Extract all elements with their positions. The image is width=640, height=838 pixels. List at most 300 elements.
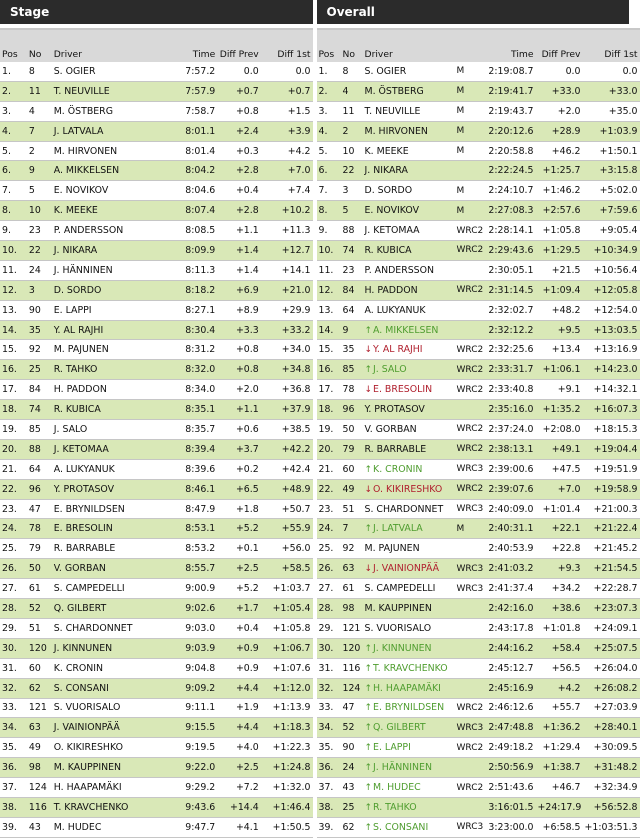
stage-time: 8:01.1 — [168, 121, 218, 141]
overall-driver-cell — [363, 479, 455, 499]
overall-pos: 13. — [317, 300, 341, 320]
stage-diff-prev: +5.2 — [217, 579, 260, 599]
overall-driver: M. HUDEC — [373, 782, 421, 793]
overall-diff-1st: +18:15.3 — [583, 420, 640, 440]
overall-row — [317, 141, 640, 161]
stage-no: 7 — [27, 121, 52, 141]
overall-class — [455, 260, 484, 280]
overall-driver: E. BRESOLIN — [373, 384, 433, 396]
stage-diff-prev: +0.6 — [217, 420, 260, 440]
overall-time: 2:24:10.7 — [484, 181, 536, 201]
overall-pos: 34. — [317, 718, 341, 738]
stage-time: 7:57.2 — [168, 62, 218, 81]
overall-driver: Y. PROTASOV — [364, 404, 425, 416]
overall-class: M — [455, 81, 484, 101]
stage-no: 43 — [27, 817, 52, 837]
overall-time: 2:27:08.3 — [484, 201, 536, 221]
overall-diff-1st: +30:09.5 — [583, 738, 640, 758]
overall-no: 47 — [341, 698, 363, 718]
stage-diff-prev: +2.5 — [217, 758, 260, 778]
stage-no: 61 — [27, 579, 52, 599]
overall-driver: E. NOVIKOV — [364, 205, 420, 217]
overall-diff-prev: +2.0 — [536, 101, 583, 121]
overall-diff-1st: +5:02.0 — [583, 181, 640, 201]
stage-pos: 4. — [0, 121, 27, 141]
stage-diff-1st: +1:46.4 — [261, 797, 313, 817]
overall-pos: 17. — [317, 380, 341, 400]
overall-class: WRC2 — [455, 280, 484, 300]
overall-time: 2:45:16.9 — [484, 678, 536, 698]
stage-driver: J. HÄNNINEN — [52, 260, 168, 280]
stage-driver: V. GORBAN — [52, 559, 168, 579]
overall-diff-prev: +1:46.2 — [536, 181, 583, 201]
stage-pos: 12. — [0, 280, 27, 300]
stage-diff-1st: +42.2 — [261, 439, 313, 459]
overall-pos: 23. — [317, 499, 341, 519]
overall-diff-1st: +32:34.9 — [583, 778, 640, 798]
overall-diff-prev: +21.5 — [536, 260, 583, 280]
stage-diff-prev: +0.7 — [217, 81, 260, 101]
overall-diff-prev: +2:57.6 — [536, 201, 583, 221]
stage-diff-prev: +0.1 — [217, 539, 260, 559]
overall-row — [317, 439, 640, 459]
stage-pos: 32. — [0, 678, 27, 698]
overall-pos: 36. — [317, 758, 341, 778]
stage-diff-1st: +0.7 — [261, 81, 313, 101]
overall-diff-1st: +19:04.4 — [583, 439, 640, 459]
stage-diff-prev: +2.5 — [217, 559, 260, 579]
overall-diff-prev: +9.1 — [536, 380, 583, 400]
overall-time: 2:30:05.1 — [484, 260, 536, 280]
overall-row — [317, 698, 640, 718]
stage-pos: 7. — [0, 181, 27, 201]
overall-pos: 4. — [317, 121, 341, 141]
overall-driver: S. CAMPEDELLI — [364, 583, 436, 595]
stage-driver: S. OGIER — [52, 62, 168, 81]
overall-time: 2:41:03.2 — [484, 559, 536, 579]
stage-row — [0, 320, 313, 340]
overall-pos: 35. — [317, 738, 341, 758]
stage-diff-1st: +1:22.3 — [261, 738, 313, 758]
overall-time: 2:20:12.6 — [484, 121, 536, 141]
stage-diff-prev: +1.7 — [217, 599, 260, 619]
overall-diff-prev: +1:29.4 — [536, 738, 583, 758]
overall-time: 2:19:41.7 — [484, 81, 536, 101]
arrow-down-icon: ↓ — [364, 345, 373, 356]
overall-time: 2:39:07.6 — [484, 479, 536, 499]
stage-diff-1st: 0.0 — [261, 62, 313, 81]
overall-class: WRC2 — [455, 439, 484, 459]
stage-driver: Y. PROTASOV — [52, 479, 168, 499]
overall-diff-1st: +14:32.1 — [583, 380, 640, 400]
stage-pos: 25. — [0, 539, 27, 559]
overall-driver-cell — [363, 499, 455, 519]
stage-row — [0, 758, 313, 778]
stage-diff-1st: +21.0 — [261, 280, 313, 300]
stage-no: 98 — [27, 758, 52, 778]
overall-diff-1st: +13:03.5 — [583, 320, 640, 340]
stage-diff-prev: +7.2 — [217, 778, 260, 798]
stage-diff-1st: +1:18.3 — [261, 718, 313, 738]
overall-row — [317, 241, 640, 261]
stage-pos: 33. — [0, 698, 27, 718]
overall-diff-prev: +1:38.7 — [536, 758, 583, 778]
stage-row — [0, 62, 313, 81]
overall-time: 2:32:25.6 — [484, 340, 536, 360]
overall-pos: 24. — [317, 519, 341, 539]
stage-diff-prev: +6.9 — [217, 280, 260, 300]
stage-no: 60 — [27, 658, 52, 678]
overall-class — [455, 599, 484, 619]
stage-diff-1st: +38.5 — [261, 420, 313, 440]
stage-col-no: No — [27, 29, 52, 62]
overall-diff-prev: +56.5 — [536, 658, 583, 678]
overall-no: 90 — [341, 738, 363, 758]
stage-diff-1st: +1:06.7 — [261, 638, 313, 658]
overall-driver-cell — [363, 81, 455, 101]
overall-driver-cell — [363, 778, 455, 798]
stage-pos: 16. — [0, 360, 27, 380]
stage-row — [0, 420, 313, 440]
overall-diff-prev: +34.2 — [536, 579, 583, 599]
overall-driver: J. HÄNNINEN — [373, 762, 432, 774]
overall-driver-cell — [363, 678, 455, 698]
overall-driver-cell — [363, 201, 455, 221]
stage-time: 9:15.5 — [168, 718, 218, 738]
overall-row — [317, 758, 640, 778]
overall-pos: 21. — [317, 459, 341, 479]
stage-driver: J. NIKARA — [52, 241, 168, 261]
arrow-up-icon: ↑ — [364, 643, 373, 654]
overall-driver: Y. AL RAJHI — [373, 344, 423, 356]
stage-diff-prev: +4.4 — [217, 718, 260, 738]
stage-driver: Q. GILBERT — [52, 599, 168, 619]
overall-driver: D. SORDO — [364, 185, 413, 197]
stage-driver: M. PAJUNEN — [52, 340, 168, 360]
stage-diff-1st: +48.9 — [261, 479, 313, 499]
overall-time: 2:19:43.7 — [484, 101, 536, 121]
overall-diff-prev: +1:29.5 — [536, 241, 583, 261]
overall-no: 2 — [341, 121, 363, 141]
overall-no: 51 — [341, 499, 363, 519]
stage-diff-prev: +0.9 — [217, 658, 260, 678]
overall-time: 2:49:18.2 — [484, 738, 536, 758]
overall-row — [317, 817, 640, 837]
stage-no: 62 — [27, 678, 52, 698]
overall-pos: 37. — [317, 778, 341, 798]
overall-diff-prev: +1:05.8 — [536, 221, 583, 241]
overall-diff-1st: +1:03.9 — [583, 121, 640, 141]
stage-no: 50 — [27, 559, 52, 579]
overall-diff-1st: +10:56.4 — [583, 260, 640, 280]
stage-diff-prev: +1.4 — [217, 241, 260, 261]
overall-class: WRC2 — [455, 221, 484, 241]
overall-class: WRC2 — [455, 738, 484, 758]
stage-pos: 34. — [0, 718, 27, 738]
stage-time: 8:07.4 — [168, 201, 218, 221]
overall-row — [317, 81, 640, 101]
stage-time: 9:03.0 — [168, 618, 218, 638]
stage-no: 8 — [27, 62, 52, 81]
overall-driver-cell — [363, 439, 455, 459]
stage-driver: J. VAINIONPÄÄ — [52, 718, 168, 738]
overall-driver-cell — [363, 380, 455, 400]
overall-row — [317, 618, 640, 638]
stage-time: 8:35.7 — [168, 420, 218, 440]
stage-no: 74 — [27, 400, 52, 420]
stage-driver: S. CAMPEDELLI — [52, 579, 168, 599]
stage-col-diff-prev: Diff Prev — [217, 29, 260, 62]
stage-time: 9:11.1 — [168, 698, 218, 718]
stage-driver: K. CRONIN — [52, 658, 168, 678]
overall-diff-prev: +1:09.4 — [536, 280, 583, 300]
stage-diff-prev: +1.1 — [217, 221, 260, 241]
stage-no: 3 — [27, 280, 52, 300]
stage-col-pos: Pos — [0, 29, 27, 62]
overall-diff-prev: +38.6 — [536, 599, 583, 619]
overall-no: 50 — [341, 420, 363, 440]
overall-driver: H. PADDON — [364, 284, 418, 296]
stage-time: 8:32.0 — [168, 360, 218, 380]
overall-class: WRC3 — [455, 499, 484, 519]
stage-no: 64 — [27, 459, 52, 479]
stage-no: 90 — [27, 300, 52, 320]
overall-no: 52 — [341, 718, 363, 738]
overall-no: 120 — [341, 638, 363, 658]
stage-no: 124 — [27, 778, 52, 798]
stage-time: 8:39.6 — [168, 459, 218, 479]
overall-driver: K. CRONIN — [373, 463, 423, 475]
overall-pos: 18. — [317, 400, 341, 420]
stage-no: 4 — [27, 101, 52, 121]
overall-driver: M. KAUPPINEN — [364, 602, 432, 614]
stage-time: 9:29.2 — [168, 778, 218, 798]
stage-time: 8:30.4 — [168, 320, 218, 340]
overall-driver: T. NEUVILLE — [364, 105, 421, 117]
overall-class — [455, 638, 484, 658]
stage-diff-1st: +1:24.8 — [261, 758, 313, 778]
stage-col-time: Time — [168, 29, 218, 62]
overall-time: 2:40:53.9 — [484, 539, 536, 559]
stage-driver: S. CHARDONNET — [52, 618, 168, 638]
stage-row — [0, 400, 313, 420]
overall-driver: J. SALO — [373, 364, 407, 376]
overall-col-no: No — [341, 29, 363, 62]
overall-class — [455, 320, 484, 340]
overall-no: 8 — [341, 62, 363, 81]
arrow-up-icon: ↑ — [364, 723, 373, 734]
stage-diff-1st: +12.7 — [261, 241, 313, 261]
overall-driver-cell — [363, 320, 455, 340]
overall-time: 2:32:02.7 — [484, 300, 536, 320]
overall-driver-cell — [363, 221, 455, 241]
stage-diff-prev: +0.8 — [217, 340, 260, 360]
overall-class — [455, 678, 484, 698]
overall-no: 61 — [341, 579, 363, 599]
stage-row — [0, 201, 313, 221]
stage-diff-1st: +14.1 — [261, 260, 313, 280]
stage-diff-prev: +2.8 — [217, 161, 260, 181]
overall-row — [317, 280, 640, 300]
stage-no: 121 — [27, 698, 52, 718]
stage-time: 8:04.6 — [168, 181, 218, 201]
overall-row — [317, 678, 640, 698]
stage-time: 9:02.6 — [168, 599, 218, 619]
stage-driver: S. VUORISALO — [52, 698, 168, 718]
stage-driver: D. SORDO — [52, 280, 168, 300]
stage-row — [0, 161, 313, 181]
stage-driver: M. KAUPPINEN — [52, 758, 168, 778]
overall-driver-cell — [363, 539, 455, 559]
overall-pos: 20. — [317, 439, 341, 459]
overall-diff-prev: +47.5 — [536, 459, 583, 479]
overall-time: 2:40:31.1 — [484, 519, 536, 539]
stage-panel — [0, 0, 313, 838]
overall-row — [317, 718, 640, 738]
overall-class: WRC3 — [455, 459, 484, 479]
overall-no: 43 — [341, 778, 363, 798]
overall-no: 60 — [341, 459, 363, 479]
stage-no: 10 — [27, 201, 52, 221]
overall-diff-prev: +1:35.2 — [536, 400, 583, 420]
stage-diff-1st: +42.4 — [261, 459, 313, 479]
stage-row — [0, 539, 313, 559]
overall-time: 2:47:48.8 — [484, 718, 536, 738]
overall-row — [317, 738, 640, 758]
overall-class: M — [455, 62, 484, 81]
stage-driver: E. BRYNILDSEN — [52, 499, 168, 519]
stage-pos: 10. — [0, 241, 27, 261]
overall-class — [455, 300, 484, 320]
overall-col-pos: Pos — [317, 29, 341, 62]
overall-diff-1st: +10:34.9 — [583, 241, 640, 261]
stage-row — [0, 141, 313, 161]
stage-driver: J. SALO — [52, 420, 168, 440]
overall-pos: 28. — [317, 599, 341, 619]
arrow-up-icon: ↑ — [364, 822, 373, 833]
overall-driver-cell — [363, 638, 455, 658]
overall-no: 79 — [341, 439, 363, 459]
stage-row — [0, 241, 313, 261]
stage-diff-1st: +34.8 — [261, 360, 313, 380]
stage-pos: 20. — [0, 439, 27, 459]
overall-diff-prev: +24:17.9 — [536, 797, 583, 817]
overall-panel — [317, 0, 638, 838]
overall-row — [317, 519, 640, 539]
overall-row — [317, 320, 640, 340]
stage-diff-1st: +1:50.5 — [261, 817, 313, 837]
overall-driver: M. HIRVONEN — [364, 125, 428, 137]
overall-diff-1st: +27:03.9 — [583, 698, 640, 718]
overall-diff-1st: +3:15.8 — [583, 161, 640, 181]
overall-row — [317, 638, 640, 658]
overall-diff-1st: +56:52.8 — [583, 797, 640, 817]
stage-pos: 9. — [0, 221, 27, 241]
stage-diff-prev: +1.4 — [217, 260, 260, 280]
stage-time: 8:11.3 — [168, 260, 218, 280]
overall-class: WRC3 — [455, 817, 484, 837]
overall-no: 22 — [341, 161, 363, 181]
stage-time: 9:04.8 — [168, 658, 218, 678]
overall-no: 62 — [341, 817, 363, 837]
stage-driver: M. HUDEC — [52, 817, 168, 837]
stage-row — [0, 101, 313, 121]
overall-diff-prev: +1:01.8 — [536, 618, 583, 638]
overall-pos: 29. — [317, 618, 341, 638]
overall-class: M — [455, 181, 484, 201]
overall-driver-cell — [363, 599, 455, 619]
stage-diff-prev: +3.7 — [217, 439, 260, 459]
overall-class: M — [455, 519, 484, 539]
overall-diff-1st: +13:16.9 — [583, 340, 640, 360]
overall-diff-prev: +1:06.1 — [536, 360, 583, 380]
stage-diff-prev: +3.3 — [217, 320, 260, 340]
overall-driver-cell — [363, 360, 455, 380]
stage-diff-prev: +4.0 — [217, 738, 260, 758]
overall-time: 2:35:16.0 — [484, 400, 536, 420]
arrow-up-icon: ↑ — [364, 763, 373, 774]
stage-pos: 23. — [0, 499, 27, 519]
overall-pos: 10. — [317, 241, 341, 261]
stage-time: 8:34.0 — [168, 380, 218, 400]
overall-row — [317, 797, 640, 817]
stage-pos: 30. — [0, 638, 27, 658]
stage-no: 116 — [27, 797, 52, 817]
overall-pos: 25. — [317, 539, 341, 559]
arrow-down-icon: ↓ — [364, 564, 373, 575]
overall-class: WRC2 — [455, 778, 484, 798]
overall-diff-1st: +9:05.4 — [583, 221, 640, 241]
overall-driver: H. HAAPAMÄKI — [373, 682, 441, 694]
overall-driver-cell — [363, 420, 455, 440]
overall-diff-prev: +55.7 — [536, 698, 583, 718]
stage-row — [0, 618, 313, 638]
overall-diff-prev: +7.0 — [536, 479, 583, 499]
arrow-up-icon: ↑ — [364, 365, 373, 376]
overall-driver: O. KIKIRESHKO — [373, 483, 443, 495]
overall-diff-1st: +21:45.2 — [583, 539, 640, 559]
stage-row — [0, 698, 313, 718]
stage-diff-1st: +4.2 — [261, 141, 313, 161]
overall-pos: 33. — [317, 698, 341, 718]
stage-driver: E. BRESOLIN — [52, 519, 168, 539]
overall-class: WRC2 — [455, 698, 484, 718]
stage-pos: 18. — [0, 400, 27, 420]
overall-no: 35 — [341, 340, 363, 360]
overall-driver-cell — [363, 181, 455, 201]
overall-driver: R. KUBICA — [364, 244, 412, 256]
overall-diff-1st: +33.0 — [583, 81, 640, 101]
stage-driver: H. PADDON — [52, 380, 168, 400]
stage-pos: 1. — [0, 62, 27, 81]
overall-no: 116 — [341, 658, 363, 678]
overall-class — [455, 400, 484, 420]
overall-no: 63 — [341, 559, 363, 579]
overall-time: 2:44:16.2 — [484, 638, 536, 658]
overall-diff-1st: +28:40.1 — [583, 718, 640, 738]
stage-driver: A. MIKKELSEN — [52, 161, 168, 181]
stage-diff-prev: +8.9 — [217, 300, 260, 320]
stage-no: 11 — [27, 81, 52, 101]
stage-diff-1st: +10.2 — [261, 201, 313, 221]
overall-pos: 39. — [317, 817, 341, 837]
stage-time: 8:01.4 — [168, 141, 218, 161]
overall-time: 2:33:31.7 — [484, 360, 536, 380]
overall-col-diff-prev: Diff Prev — [536, 29, 583, 62]
stage-pos: 37. — [0, 778, 27, 798]
overall-diff-prev: +2:08.0 — [536, 420, 583, 440]
stage-time: 9:19.5 — [168, 738, 218, 758]
